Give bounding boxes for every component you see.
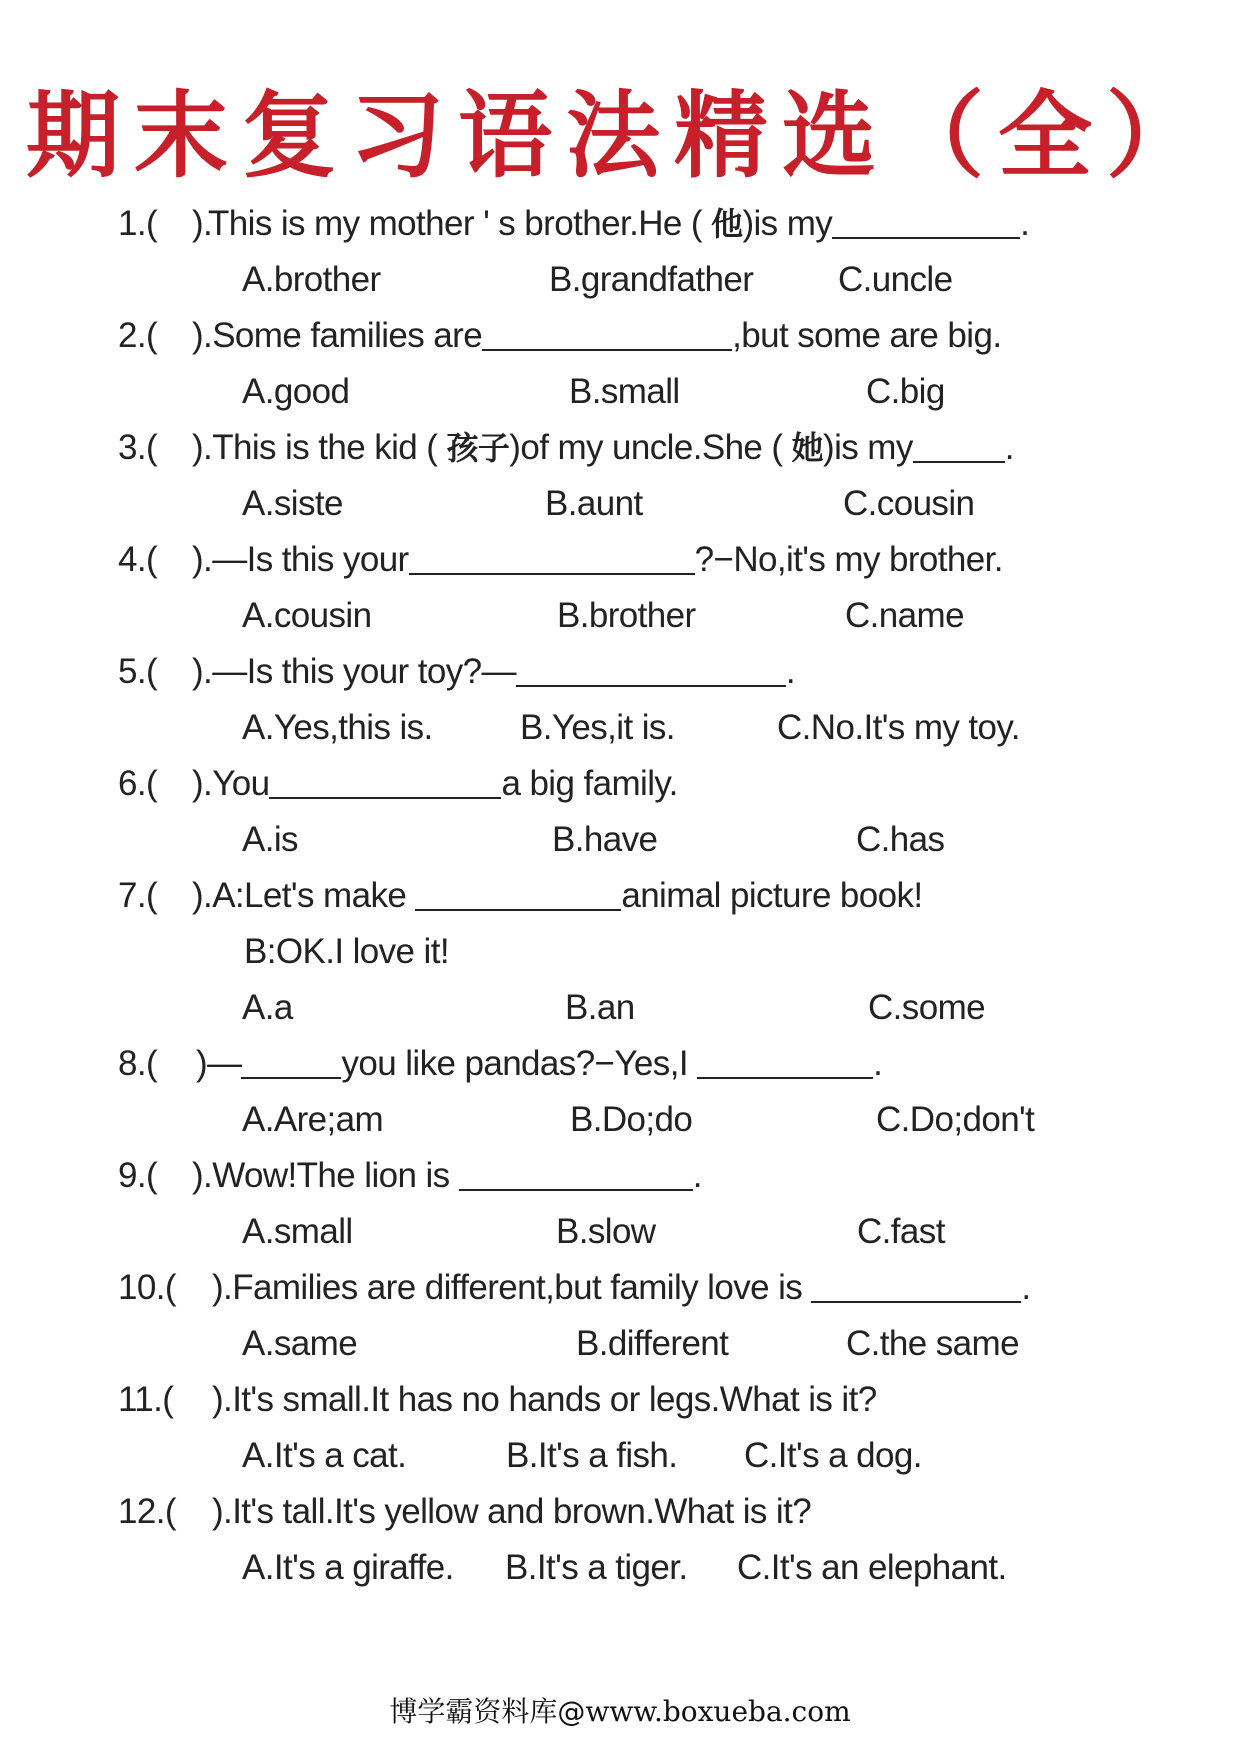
answer-blank[interactable] bbox=[241, 1076, 341, 1079]
question-10 bbox=[0, 1260, 1240, 1316]
option-a[interactable]: A.It's a giraffe. bbox=[242, 1548, 454, 1587]
options-10 bbox=[0, 1316, 1240, 1372]
options-1 bbox=[0, 252, 1240, 308]
question-stem: ).It's tall.It's yellow and brown.What is it? bbox=[212, 1492, 812, 1531]
question-stem: ).—Is this your toy?— . bbox=[192, 652, 796, 691]
option-c[interactable]: C.uncle bbox=[838, 260, 953, 299]
options-7 bbox=[0, 980, 1240, 1036]
options-4 bbox=[0, 588, 1240, 644]
question-number: 9.( bbox=[118, 1156, 158, 1195]
answer-blank[interactable] bbox=[459, 1188, 693, 1191]
question-paren-close: ). bbox=[192, 204, 213, 243]
option-b[interactable]: B.Do;do bbox=[570, 1100, 693, 1139]
options-9 bbox=[0, 1204, 1240, 1260]
answer-blank[interactable] bbox=[516, 684, 786, 687]
question-stem: ).This is the kid ( 孩子)of my uncle.She ( 她)is my . bbox=[192, 428, 1014, 467]
question-stem: ).—Is this your ?−No,it's my brother. bbox=[192, 540, 1003, 579]
question-1 bbox=[0, 196, 1240, 252]
option-c[interactable]: C.It's an elephant. bbox=[737, 1548, 1007, 1587]
option-c[interactable]: C.has bbox=[856, 820, 945, 859]
option-c[interactable]: C.the same bbox=[846, 1324, 1019, 1363]
question-stem: ).Wow!The lion is . bbox=[192, 1156, 702, 1195]
question-7 bbox=[0, 868, 1240, 924]
question-number: 5.( bbox=[118, 652, 158, 691]
option-b[interactable]: B.Yes,it is. bbox=[520, 708, 675, 747]
option-a[interactable]: A.It's a cat. bbox=[242, 1436, 407, 1475]
question-number: 1.( bbox=[118, 204, 158, 243]
option-b[interactable]: B.grandfather bbox=[549, 260, 754, 299]
question-2 bbox=[0, 308, 1240, 364]
question-number: 8.( bbox=[118, 1044, 158, 1083]
option-a[interactable]: A.siste bbox=[242, 484, 343, 523]
option-c[interactable]: C.It's a dog. bbox=[744, 1436, 922, 1475]
option-c[interactable]: C.No.It's my toy. bbox=[777, 708, 1020, 747]
question-6 bbox=[0, 756, 1240, 812]
question-stem: ).It's small.It has no hands or legs.What is it? bbox=[212, 1380, 877, 1419]
question-number: 4.( bbox=[118, 540, 158, 579]
option-b[interactable]: B.an bbox=[565, 988, 635, 1027]
option-a[interactable]: A.Yes,this is. bbox=[242, 708, 433, 747]
footer-watermark bbox=[0, 1690, 1240, 1730]
option-c[interactable]: C.fast bbox=[857, 1212, 945, 1251]
options-5 bbox=[0, 700, 1240, 756]
option-b[interactable]: B.It's a fish. bbox=[506, 1436, 678, 1475]
options-6 bbox=[0, 812, 1240, 868]
question-list bbox=[0, 196, 1240, 1596]
option-c[interactable]: C.big bbox=[866, 372, 945, 411]
footer-site: www.boxueba.com bbox=[585, 1695, 851, 1728]
page-title: 期末复习语法精选（全） bbox=[25, 81, 1214, 191]
dialogue-reply: B:OK.I love it! bbox=[244, 932, 449, 971]
question-7-sub bbox=[0, 924, 1240, 980]
question-3 bbox=[0, 420, 1240, 476]
question-8 bbox=[0, 1036, 1240, 1092]
question-stem: ).Some families are ,but some are big. bbox=[192, 316, 1002, 355]
answer-blank[interactable] bbox=[697, 1076, 873, 1079]
option-a[interactable]: A.a bbox=[242, 988, 293, 1027]
option-b[interactable]: B.brother bbox=[557, 596, 696, 635]
answer-blank[interactable] bbox=[415, 908, 621, 911]
answer-blank[interactable] bbox=[269, 796, 501, 799]
answer-blank[interactable] bbox=[482, 348, 732, 351]
options-12 bbox=[0, 1540, 1240, 1596]
question-12 bbox=[0, 1484, 1240, 1540]
option-b[interactable]: B.It's a tiger. bbox=[505, 1548, 688, 1587]
question-4 bbox=[0, 532, 1240, 588]
question-number: 7.( bbox=[118, 876, 158, 915]
question-number: 3.( bbox=[118, 428, 158, 467]
question-stem: ).Families are different,but family love is . bbox=[212, 1268, 1031, 1307]
option-a[interactable]: A.small bbox=[242, 1212, 353, 1251]
question-number: 2.( bbox=[118, 316, 158, 355]
answer-blank[interactable] bbox=[811, 1300, 1021, 1303]
question-number: 6.( bbox=[118, 764, 158, 803]
option-b[interactable]: B.small bbox=[569, 372, 680, 411]
footer-brand: 博学霸资料库@ bbox=[389, 1695, 586, 1728]
question-stem: ).A:Let's make animal picture book! bbox=[192, 876, 923, 915]
option-b[interactable]: B.have bbox=[552, 820, 658, 859]
option-c[interactable]: C.name bbox=[845, 596, 964, 635]
options-2 bbox=[0, 364, 1240, 420]
options-3 bbox=[0, 476, 1240, 532]
option-c[interactable]: C.some bbox=[868, 988, 985, 1027]
option-a[interactable]: A.same bbox=[242, 1324, 358, 1363]
options-11 bbox=[0, 1428, 1240, 1484]
question-5 bbox=[0, 644, 1240, 700]
option-c[interactable]: C.Do;don't bbox=[876, 1100, 1035, 1139]
option-b[interactable]: B.slow bbox=[556, 1212, 656, 1251]
answer-blank[interactable] bbox=[409, 572, 695, 575]
answer-blank[interactable] bbox=[832, 236, 1020, 239]
question-number: 10.( bbox=[118, 1268, 176, 1307]
question-number: 12.( bbox=[118, 1492, 176, 1531]
option-a[interactable]: A.cousin bbox=[242, 596, 372, 635]
question-stem: )— you like pandas?−Yes,I . bbox=[196, 1044, 883, 1083]
question-stem: ).You a big family. bbox=[192, 764, 678, 803]
question-number: 11.( bbox=[118, 1380, 174, 1419]
question-stem: This is my mother ' s brother.He ( 他)is my . bbox=[208, 204, 1030, 243]
option-a[interactable]: A.brother bbox=[242, 260, 381, 299]
answer-blank[interactable] bbox=[913, 460, 1005, 463]
option-b[interactable]: B.different bbox=[576, 1324, 729, 1363]
option-a[interactable]: A.good bbox=[242, 372, 350, 411]
question-9 bbox=[0, 1148, 1240, 1204]
option-a[interactable]: A.Are;am bbox=[242, 1100, 384, 1139]
options-8 bbox=[0, 1092, 1240, 1148]
option-a[interactable]: A.is bbox=[242, 820, 298, 859]
option-c[interactable]: C.cousin bbox=[843, 484, 975, 523]
option-b[interactable]: B.aunt bbox=[545, 484, 643, 523]
question-11 bbox=[0, 1372, 1240, 1428]
